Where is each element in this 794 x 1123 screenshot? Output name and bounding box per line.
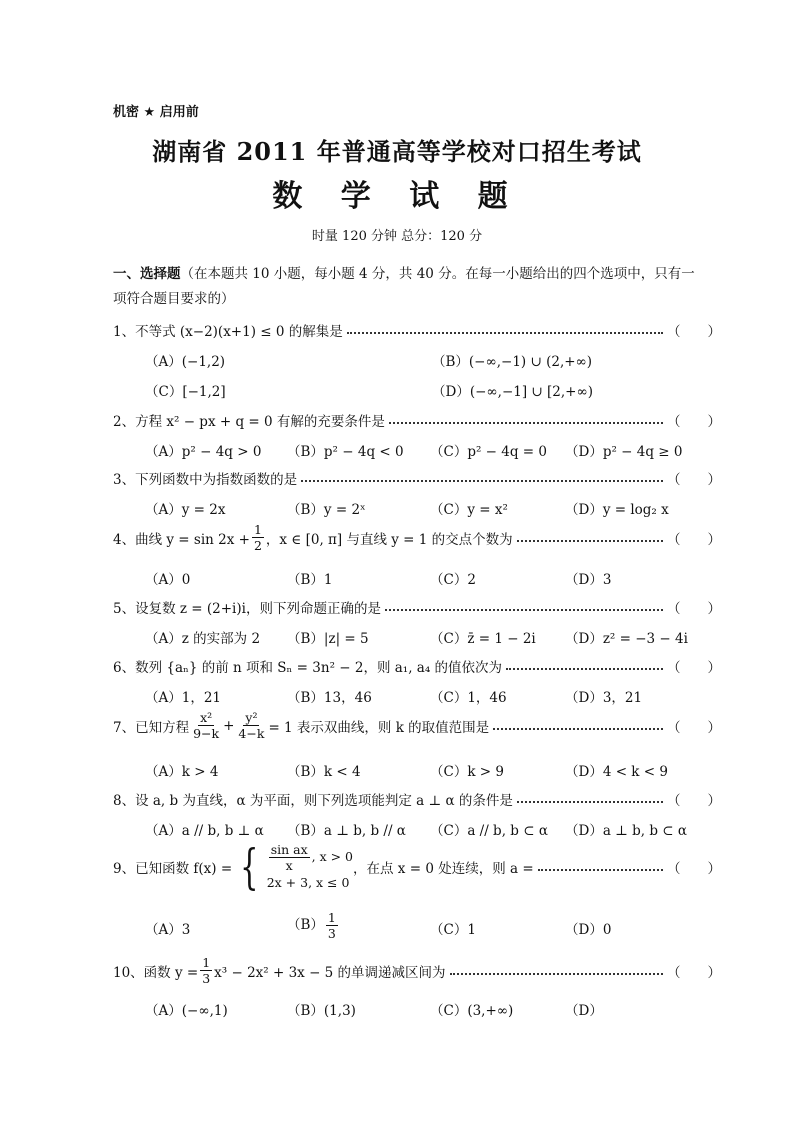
q4-option-a: （A）0	[145, 572, 191, 588]
exam-meta: 时量 120 分钟 总分：120 分	[311, 229, 483, 244]
q4-fraction: $\frac{1}{2}$	[253, 522, 262, 553]
q10-option-c: （C）(3,+∞)	[430, 1003, 514, 1019]
q6-option-a: （A）1，21	[145, 690, 222, 706]
q3-option-b: （B）y = 2ˣ	[287, 502, 366, 518]
section-instructions: （在本题共 10 小题，每小题 4 分，共 40 分。在每一小题给出的四个选项中，只有一项符合题目要求的）	[113, 266, 695, 307]
q9-piecewise: { $\frac{\text{sin ax}}{x}$ , x > 0 2x + 3, x ≤ 0	[240, 839, 354, 895]
q7-fraction-y: $\frac{\text{y²}}{4-k}$	[238, 710, 265, 741]
q4-option-d: （D）3	[565, 572, 612, 588]
q3-option-a: （A）y = 2x	[145, 502, 226, 518]
q6-option-d: （D）3，21	[565, 690, 643, 706]
q7-fraction-x: $\frac{\text{x²}}{9-k}$	[193, 710, 220, 741]
q4-option-c: （C）2	[430, 572, 476, 588]
q5-option-a: （A）z 的实部为 2	[145, 631, 261, 647]
q10-fraction: $\frac{1}{3}$	[202, 955, 211, 986]
question-5-stem: 5、设复数 z = (2+i)i，则下列命题正确的是 （ ）	[113, 601, 721, 617]
q7-option-b: （B）k < 4	[287, 764, 361, 780]
question-1-stem: 1、不等式 (x−2)(x+1) ≤ 0 的解集是 （ ）	[113, 324, 721, 340]
q2-option-a: （A）p² − 4q > 0	[145, 444, 262, 460]
q3-option-d: （D）y = log₂ x	[565, 502, 669, 518]
q9-option-a: （A）3	[145, 922, 191, 938]
q10-option-a: （A）(−∞,1)	[145, 1003, 228, 1019]
q4-option-b: （B）1	[287, 572, 333, 588]
q8-option-b: （B）a ⊥ b, b // α	[287, 823, 406, 839]
q8-option-c: （C）a // b, b ⊂ α	[430, 823, 548, 839]
q2-option-b: （B）p² − 4q < 0	[287, 444, 404, 460]
q1-option-b: （B）(−∞,−1) ∪ (2,+∞)	[432, 354, 593, 370]
q9-option-b: （B） $\frac{1}{3}$	[287, 910, 336, 941]
q5-option-c: （C）z̄ = 1 − 2i	[430, 631, 536, 647]
q3-option-c: （C）y = x²	[430, 502, 508, 518]
question-2-stem: 2、方程 x² − px + q = 0 有解的充要条件是 （ ）	[113, 414, 721, 430]
q1-option-d: （D）(−∞,−1] ∪ [2,+∞)	[432, 384, 593, 400]
confidential-mark: 机密 ★ 启用前	[113, 105, 199, 120]
question-7-stem: 7、已知方程 $\frac{\text{x²}}{9-k}$ + $\frac{\text{y²}}{4-k}$ = 1 表示双曲线，则 k 的取值范围是 （ ）	[113, 710, 721, 741]
q10-option-d: （D）	[565, 1003, 603, 1019]
q5-option-b: （B）|z| = 5	[287, 631, 369, 647]
q7-option-d: （D）4 < k < 9	[565, 764, 668, 780]
q1-option-a: （A）(−1,2)	[145, 354, 226, 370]
section-1-header	[113, 262, 703, 312]
q2-option-c: （C）p² − 4q = 0	[430, 444, 547, 460]
question-3-stem: 3、下列函数中为指数函数的是 （ ）	[113, 472, 721, 488]
exam-subtitle: 数 学 试 题	[272, 179, 522, 214]
q1-option-c: （C）[−1,2]	[145, 384, 226, 400]
q10-option-b: （B）(1,3)	[287, 1003, 356, 1019]
q8-option-d: （D）a ⊥ b, b ⊂ α	[565, 823, 688, 839]
q9-option-c: （C）1	[430, 922, 476, 938]
question-4-stem: 4、曲线 y = sin 2x + $\frac{1}{2}$ ，x ∈ [0, π] 与直线 y = 1 的交点个数为 （ ）	[113, 522, 721, 553]
question-10-stem: 10、函数 y = $\frac{1}{3}$ x³ − 2x² + 3x − 5 的单调递减区间为 （ ）	[113, 955, 721, 986]
q6-option-c: （C）1，46	[430, 690, 507, 706]
question-6-stem: 6、数列 {aₙ} 的前 n 项和 Sₙ = 3n² − 2，则 a₁, a₄ 的值依次为 （ ）	[113, 660, 721, 676]
q8-option-a: （A）a // b, b ⊥ α	[145, 823, 264, 839]
q2-option-d: （D）p² − 4q ≥ 0	[565, 444, 683, 460]
exam-title: 湖南省 2011 年普通高等学校对口招生考试	[152, 137, 642, 166]
q9-option-d: （D）0	[565, 922, 612, 938]
q7-option-c: （C）k > 9	[430, 764, 504, 780]
section-heading: 一、选择题	[113, 266, 181, 282]
question-9-stem: 9、已知函数 f(x) = { $\frac{\text{sin ax}}{x}$ , x > 0 2x + 3, x ≤ 0 ，在点 x = 0 处连续，则 a = （ ）	[113, 839, 721, 895]
q6-option-b: （B）13，46	[287, 690, 372, 706]
q5-option-d: （D）z² = −3 − 4i	[565, 631, 688, 647]
q7-option-a: （A）k > 4	[145, 764, 219, 780]
question-8-stem: 8、设 a, b 为直线，α 为平面，则下列选项能判定 a ⊥ α 的条件是 （ ）	[113, 793, 721, 809]
